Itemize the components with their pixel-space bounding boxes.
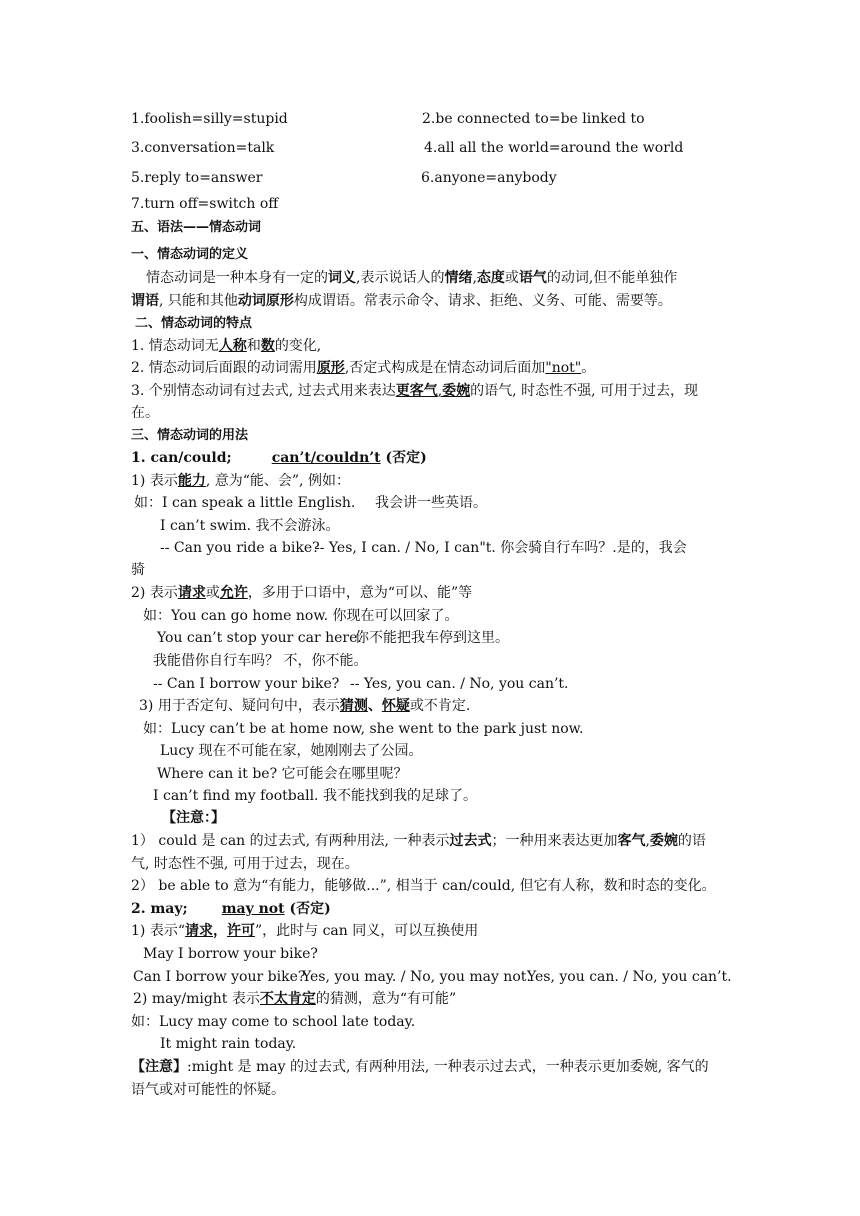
may-title xyxy=(131,899,331,919)
keyword: 委婉 xyxy=(442,383,471,399)
can-example-8: 如：Lucy can’t be at home now, she went to the park just now. xyxy=(143,721,584,737)
keyword: 态度 xyxy=(476,270,505,286)
can-example-11: I can’t find my football. 我不能找到我的足球了。 xyxy=(153,788,477,804)
keyword: 更客气 xyxy=(395,383,438,399)
usage-heading: 三、情态动词的用法 xyxy=(131,428,249,443)
text: 3) 用于否定句、疑问句中，表示 xyxy=(139,698,340,714)
text: 构成谓语。常表示命令、请求、拒绝、义务、可能、需要等。 xyxy=(293,293,672,309)
can-example-5-cn: 你不能把我车停到这里。 xyxy=(355,630,509,646)
synonym-2: 2.be connected to=be linked to xyxy=(422,111,645,127)
text: 1） could 是 can 的过去式, 有两种用法, 一种表示 xyxy=(131,833,450,849)
may-note-cont: 语气或对可能性的怀疑。 xyxy=(131,1082,285,1098)
text: 或 xyxy=(504,270,519,286)
text: 。 xyxy=(581,360,596,376)
keyword: may not xyxy=(221,901,285,917)
keyword: 【注意】 xyxy=(131,1059,187,1075)
keyword: 谓语 xyxy=(131,293,159,309)
synonym-3: 3.conversation=talk xyxy=(131,140,275,156)
synonym-4: 4.all all the world=around the world xyxy=(424,140,684,156)
text: 情态动词是一种本身有一定的 xyxy=(146,270,328,286)
can-example-7-q: -- Can I borrow your bike? xyxy=(153,676,340,692)
keyword: 猜测 xyxy=(339,698,368,714)
can-example-3-a: -- Yes, I can. / No, I can"t. 你会骑自行车吗？.是的，我会 xyxy=(315,540,687,556)
grammar-heading: 五、语法——情态动词 xyxy=(131,220,262,235)
can-example-7-a: -- Yes, you can. / No, you can’t. xyxy=(350,676,569,692)
can-usage-2 xyxy=(131,583,472,603)
keyword: 词义 xyxy=(328,270,356,286)
text: 的猜测，意为“有可能” xyxy=(315,991,457,1007)
may-example-2-q: Can I borrow your bike? xyxy=(133,969,306,985)
can-example-9: Lucy 现在不可能在家，她刚刚去了公园。 xyxy=(160,743,423,759)
text: ,否定式构成是在情态动词后面加 xyxy=(344,360,546,376)
keyword: 怀疑 xyxy=(381,698,410,714)
can-example-3-q: -- Can you ride a bike? xyxy=(160,540,320,556)
keyword: 允许 xyxy=(219,585,248,601)
text: ， xyxy=(212,923,227,939)
text: , xyxy=(437,383,443,399)
keyword: 不太肯定 xyxy=(259,991,316,1007)
can-usage-3 xyxy=(139,696,470,716)
keyword: 原形 xyxy=(316,360,345,376)
text: 3. 个别情态动词有过去式, 过去式用来表达 xyxy=(131,383,396,399)
may-example-4: It might rain today. xyxy=(160,1036,297,1052)
keyword: 客气 xyxy=(617,833,646,849)
can-note-2: 2） be able to 意为“有能力，能够做...”, 相当于 can/could, 但它有人称，数和时态的变化。 xyxy=(131,878,716,894)
may-usage-1 xyxy=(131,921,478,941)
can-example-10: Where can it be? 它可能会在哪里呢？ xyxy=(157,766,408,782)
keyword: "not" xyxy=(545,360,582,376)
text: 的动词,但不能单独作 xyxy=(546,270,678,286)
can-note-1-cont: 气, 时态性不强, 可用于过去，现在。 xyxy=(131,856,359,872)
keyword: 许可 xyxy=(226,923,255,939)
text: ；一种用来表达更加 xyxy=(491,833,618,849)
definition-line-1 xyxy=(146,268,677,288)
may-usage-2 xyxy=(133,989,456,1009)
text: 2. 情态动词后面跟的动词需用 xyxy=(131,360,317,376)
may-note xyxy=(131,1057,709,1077)
keyword: 动词原形 xyxy=(237,293,294,309)
text: ，多用于口语中，意为“可以、能”等 xyxy=(247,585,473,601)
features-heading: 二、情态动词的特点 xyxy=(135,316,253,331)
synonym-5: 5.reply to=answer xyxy=(131,170,263,186)
keyword: 请求 xyxy=(184,923,213,939)
keyword: 过去式 xyxy=(449,833,492,849)
text: , 意为“能、会”, 例如： xyxy=(205,473,350,489)
text: 或不肯定. xyxy=(409,698,471,714)
text: , 只能和其他 xyxy=(159,293,238,309)
feature-3 xyxy=(131,381,698,401)
text: ”，此时与 can 同义，可以互换使用 xyxy=(254,923,479,939)
feature-3-cont: 在。 xyxy=(131,405,159,421)
may-example-1: May I borrow your bike? xyxy=(143,946,318,962)
definition-line-2 xyxy=(131,291,672,311)
can-example-3-cont: 骑 xyxy=(131,562,145,578)
keyword: 委婉 xyxy=(649,833,678,849)
definition-heading: 一、情态动词的定义 xyxy=(131,247,249,262)
text: 的语气, 时态性不强, 可用于过去，现 xyxy=(470,383,698,399)
can-usage-1 xyxy=(131,471,350,491)
text: 1) 表示 xyxy=(131,473,178,489)
keyword: 情绪 xyxy=(444,270,473,286)
synonym-7: 7.turn off=switch off xyxy=(131,196,279,212)
text: 或 xyxy=(205,585,220,601)
text: 的变化, xyxy=(274,338,322,354)
can-example-5-en: You can’t stop your car here. xyxy=(157,630,362,646)
text: 和 xyxy=(246,338,261,354)
keyword: 请求 xyxy=(177,585,206,601)
can-note-title: 【注意：】 xyxy=(162,810,225,826)
can-title xyxy=(131,448,427,468)
can-example-6: 我能借你自行车吗？ 不，你不能。 xyxy=(153,653,368,669)
can-note-1 xyxy=(131,831,706,851)
text: (否定) xyxy=(385,450,427,466)
text: 2. may; xyxy=(131,901,188,917)
text: , xyxy=(645,833,650,849)
text: 、 xyxy=(367,698,382,714)
may-example-3: 如：Lucy may come to school late today. xyxy=(131,1014,416,1030)
text: , xyxy=(472,270,477,286)
text: 1) 表示“ xyxy=(131,923,185,939)
feature-1 xyxy=(131,336,321,356)
may-example-2-a1: Yes, you may. / No, you may not. xyxy=(302,969,531,985)
keyword: 语气 xyxy=(518,270,547,286)
keyword: can’t/couldn’t xyxy=(271,450,381,466)
text: 的语 xyxy=(677,833,706,849)
synonym-1: 1.foolish=silly=stupid xyxy=(131,111,288,127)
text: :might 是 may 的过去式, 有两种用法, 一种表示过去式，一种表示更加委婉, 客气的 xyxy=(187,1059,709,1075)
synonym-6: 6.anyone=anybody xyxy=(421,170,557,186)
text: 1. can/could; xyxy=(131,450,232,466)
can-example-1-en: 如：I can speak a little English. xyxy=(134,495,356,511)
keyword: 数 xyxy=(260,338,275,354)
text: 2) 表示 xyxy=(131,585,178,601)
may-example-2-a2: Yes, you can. / No, you can’t. xyxy=(527,969,732,985)
text: 2) may/might 表示 xyxy=(133,991,260,1007)
can-example-2: I can’t swim. 我不会游泳。 xyxy=(160,518,340,534)
text: 1. 情态动词无 xyxy=(131,338,219,354)
keyword: 人称 xyxy=(218,338,247,354)
can-example-1-cn: 我会讲一些英语。 xyxy=(375,495,487,511)
feature-2 xyxy=(131,358,595,378)
keyword: 能力 xyxy=(177,473,206,489)
text: (否定) xyxy=(289,901,331,917)
text: ,表示说话人的 xyxy=(356,270,445,286)
can-example-4: 如：You can go home now. 你现在可以回家了。 xyxy=(143,608,459,624)
